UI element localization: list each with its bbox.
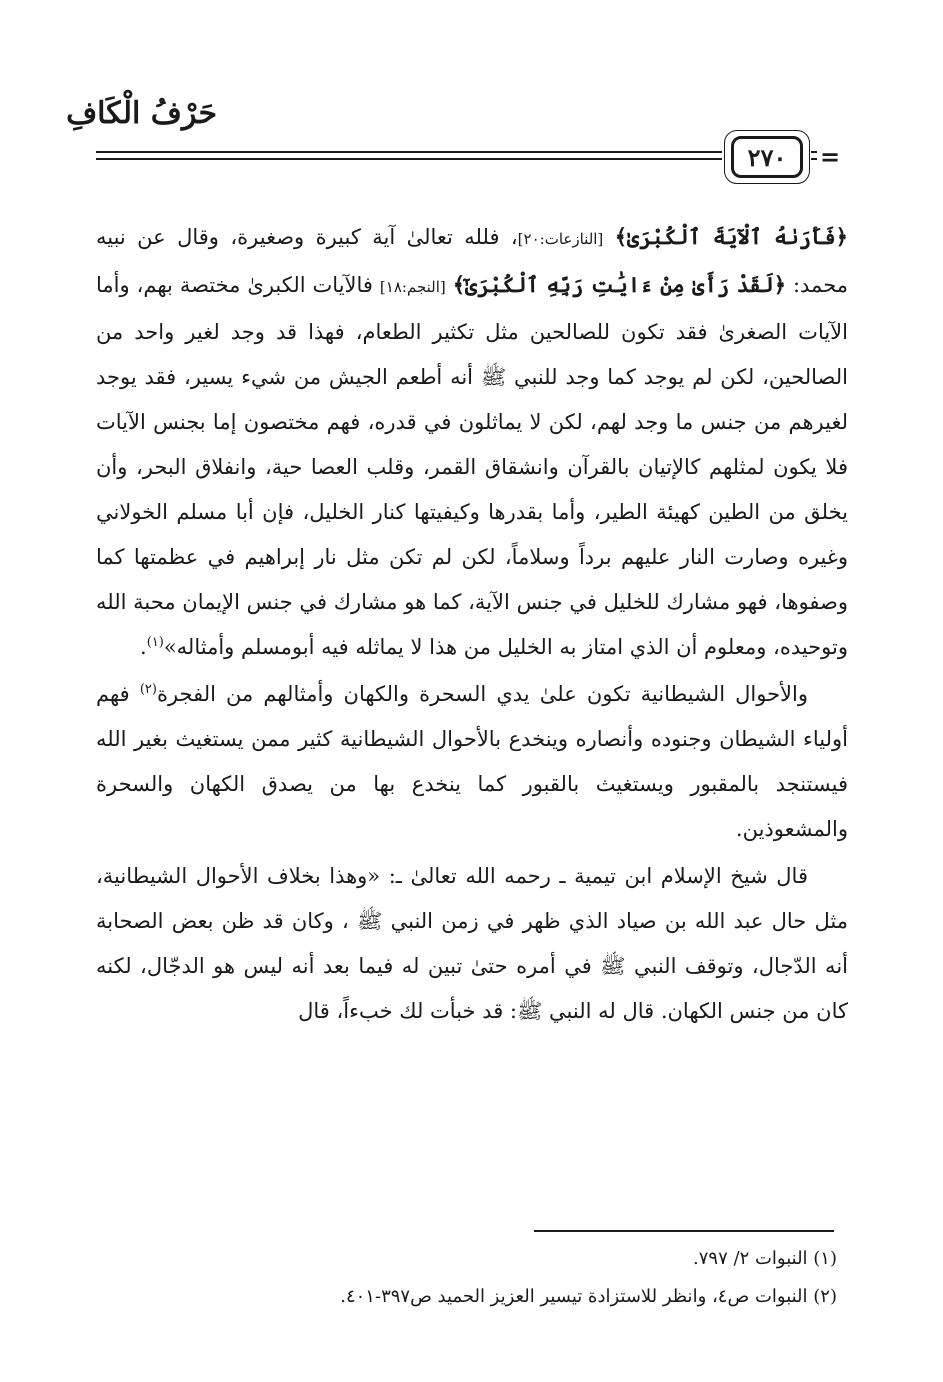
verse-reference-2: [النجم:١٨]: [379, 278, 446, 296]
header-rule-right-top: [811, 151, 817, 153]
footnote-separator: [534, 1230, 834, 1232]
paragraph-1-text-a: ، فلله تعالىٰ آية كبيرة وصغيرة، وقال عن نبيه محمد:: [96, 225, 848, 297]
header-rule-right-bottom: [811, 158, 817, 160]
verse-reference-1: [النازعات:٢٠]: [517, 230, 604, 248]
footnotes: [97, 1240, 837, 1316]
footnote-marker-1: (١): [146, 635, 164, 650]
paragraph-3: [96, 854, 848, 1034]
paragraph-1-text-b: فالآيات الكبرىٰ مختصة بهم، وأما الآيات الصغرىٰ فقد تكون للصالحين مثل تكثير الطعام، فهذا قد وجد لغير واحد من الصالحين، لكن لم يوجد كما وجد للنبي ﷺ أنه أطعم الجيش من شيء يسير، فقد يوجد لغيرهم من جنس ما وجد لهم، لكن لا يماثلون في قدره، فهم مختصون إما بجنس الآيات فلا يكون لمثلهم كالإتيان بالقرآن وانشقاق القمر، وقلب العصا حية، وانفلاق البحر، وأن يخلق من الطين كهيئة الطير، وأما بقدرها وكيفيتها كنار الخليل، فإن أبا مسلم الخولاني وغيره وصارت النار عليهم برداً وسلاماً، لكن لم تكن مثل نار إبراهيم في عظمتها كما وصفوها، فهو مشارك للخليل في جنس الآية، كما هو مشارك في جنس الإيمان محبة الله وتوحيده، ومعلوم أن الذي امتاز به الخليل من هذا لا يماثله فيه أبومسلم وأمثاله»: [96, 273, 848, 659]
header-ornament: =: [820, 142, 841, 171]
footnote-2: (٢) النبوات ص٤، وانظر للاستزادة تيسير العزيز الحميد ص٣٩٧-٤٠١.: [340, 1286, 837, 1307]
header-rule-bottom: [96, 158, 722, 160]
quran-verse-1: ﴿فَأَرَىٰهُ ٱلْآيَةَ ٱلْكُبْرَىٰ﴾: [614, 224, 848, 249]
paragraph-2-text-b: فهم أولياء الشيطان وجنوده وأنصاره وينخدع بالأحوال الشيطانية كثير ممن يستغيث بغير الله فيستنجد بالمقبور ويستغيث بالقبور كما ينخدع بها من يصدق الكهان والسحرة والمشعوذين.: [96, 682, 848, 841]
paragraph-2-text-a: والأحوال الشيطانية تكون علىٰ يدي السحرة والكهان وأمثالهم من الفجرة: [156, 682, 809, 706]
main-text: [96, 214, 848, 1034]
chapter-title: حَرْفُ الْكَافِ: [66, 96, 217, 131]
footnote-1: (١) النبوات ٢/ ٧٩٧.: [693, 1248, 837, 1269]
paragraph-1-end: .: [140, 635, 147, 659]
footnote-marker-2: (٢): [139, 682, 157, 697]
page-number: ٢٧٠: [731, 136, 803, 178]
paragraph-2: [96, 672, 848, 852]
paragraph-1: [96, 214, 848, 670]
paragraph-3-text: قال شيخ الإسلام ابن تيمية ـ رحمه الله تعالىٰ ـ: «وهذا بخلاف الأحوال الشيطانية، مثل حال عبد الله بن صياد الذي ظهر في زمن النبي ﷺ ، وكان قد ظن بعض الصحابة أنه الدّجال، وتوقف النبي ﷺ في أمره حتىٰ تبين له فيما بعد أنه ليس هو الدجّال، لكنه كان من جنس الكهان. قال له النبي ﷺ: قد خبأت لك خبءاً، قال: [96, 864, 848, 1023]
quran-verse-2: ﴿لَقَدْ رَأَىٰ مِنْ ءَايَٰتِ رَبِّهِ ٱلْكُبْرَىٰٓ﴾: [452, 272, 786, 297]
header-rule-top: [96, 151, 722, 153]
